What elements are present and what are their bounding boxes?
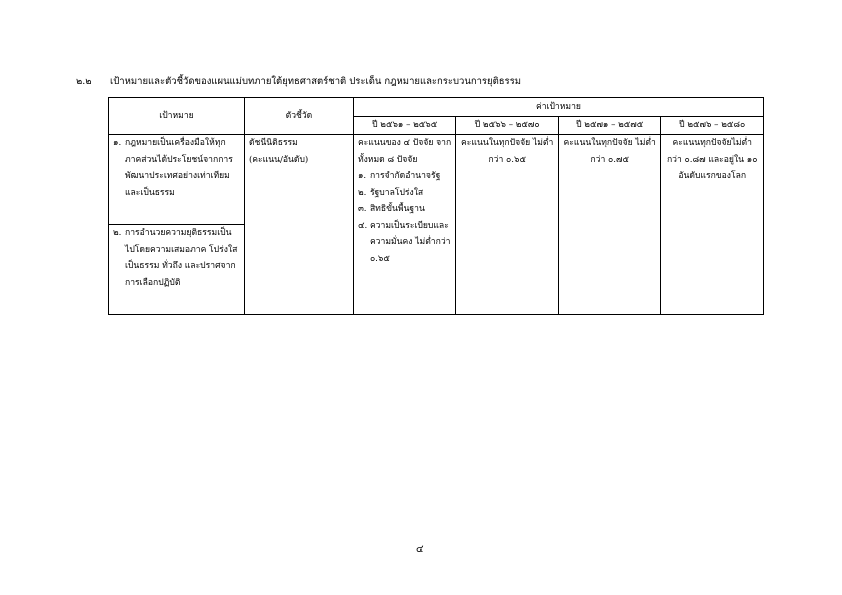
section-title: เป้าหมายและตัวชี้วัดของแผนแม่บทภายใต้ยุทธศาสตร์ชาติ ประเด็น กฎหมายและกระบวนการยุติธรรม xyxy=(110,76,522,87)
goal-number: ๒. xyxy=(113,228,122,238)
indicator-unit: (คะแนน/อันดับ) xyxy=(248,154,309,165)
goal-number: ๑. xyxy=(113,138,122,148)
header-target: ค่าเป้าหมาย xyxy=(353,98,763,117)
list-item: ๒. รัฐบาลโปร่งใส xyxy=(357,187,424,198)
header-period-3: ปี ๒๕๗๑ – ๒๕๗๕ xyxy=(558,117,661,135)
goals-indicators-table xyxy=(108,97,764,315)
goal-text: การอำนวยความยุติธรรมเป็นไปโดยความเสมอภาค โปร่งใส เป็นธรรม ทั่วถึง และปราศจากการเลือกปฏิบัติ xyxy=(125,228,238,288)
list-item: ๑. การจำกัดอำนาจรัฐ xyxy=(357,171,441,181)
indicator-cell xyxy=(244,135,353,315)
list-item: ๔. ความเป็นระเบียบและความมั่นคง ไม่ต่ำกว่า ๐.๖๕ xyxy=(357,220,451,264)
period-2-cell: คะแนนในทุกปัจจัย ไม่ต่ำกว่า ๐.๖๕ xyxy=(456,135,559,315)
period-4-cell: คะแนนทุกปัจจัยไม่ต่ำกว่า ๐.๘๗ และอยู่ใน ๑๐ อันดับแรกของโลก xyxy=(661,135,764,315)
goal-text: กฎหมายเป็นเครื่องมือให้ทุกภาคส่วนได้ประโยชน์จากการพัฒนาประเทศอย่างเท่าเทียมและเป็นธรรม xyxy=(125,138,233,198)
header-indicator: ตัวชี้วัด xyxy=(244,98,353,135)
period-1-intro: คะแนนของ ๔ ปัจจัย จากทั้งหมด ๘ ปัจจัย xyxy=(357,138,452,165)
header-goal: เป้าหมาย xyxy=(109,98,245,135)
page-number: ๔ xyxy=(416,544,424,555)
goal-cell-2 xyxy=(109,225,245,315)
section-number: ๒.๒ xyxy=(76,76,92,87)
period-1-cell xyxy=(353,135,456,315)
header-period-2: ปี ๒๕๖๖ – ๒๕๗๐ xyxy=(456,117,559,135)
header-period-4: ปี ๒๕๗๖ – ๒๕๘๐ xyxy=(661,117,764,135)
list-item: ๓. สิทธิขั้นพื้นฐาน xyxy=(357,204,425,214)
section-heading xyxy=(76,74,521,89)
header-period-1: ปี ๒๕๖๑ – ๒๕๖๕ xyxy=(353,117,456,135)
indicator-name: ดัชนีนิติธรรม xyxy=(248,138,298,148)
goal-cell-1 xyxy=(109,135,245,225)
period-3-cell: คะแนนในทุกปัจจัย ไม่ต่ำกว่า ๐.๗๕ xyxy=(558,135,661,315)
